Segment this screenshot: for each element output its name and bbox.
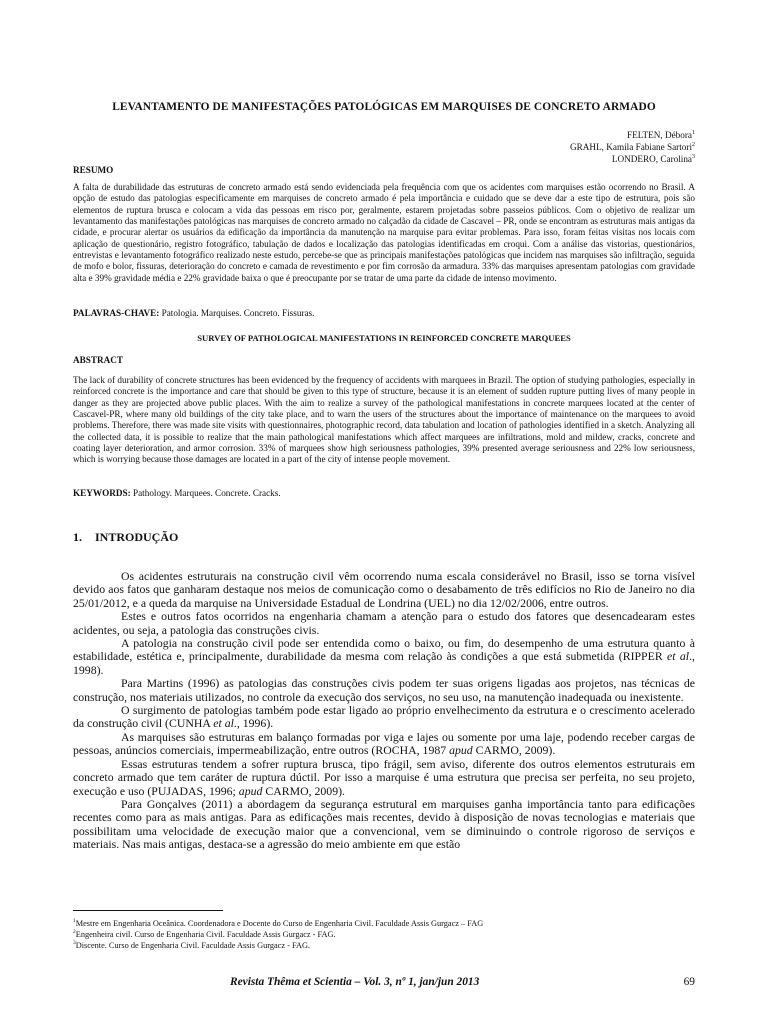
footnote-divider: [73, 910, 223, 911]
paragraph: O surgimento de patologias também pode estar ligado ao próprio envelhecimento da estrutura e o crescimento acelerado da construção civil (CUNHA et al., 1996).: [73, 703, 695, 731]
paragraph: As marquises são estruturas em balanço formadas por viga e lajes ou somente por uma laje, podendo receber cargas de pessoas, anúncios comerciais, impermeabilização, entre outros (ROCHA, 1987 apud CARMO, 2009).: [73, 729, 695, 758]
keywords: [73, 488, 695, 499]
paragraph: A patologia na construção civil pode ser entendida como o baixo, ou fim, do desempenho de uma estrutura quanto à estabilidade, estética e, principalmente, durabilidade da mesma com relação às condições a que está submetida (RIPPER et al., 1998).: [73, 636, 695, 677]
author-3: LONDERO, Carolina$^3$: [611, 153, 695, 164]
paragraph: Para Martins (1996) as patologias das construções civis podem ter suas origens ligadas aos projetos, nas técnicas de construção, nos materiais utilizados, no controle da execução dos serviços, no seu uso, na manutenção inadequada ou inexistente.: [73, 676, 695, 704]
resumo-heading: RESUMO: [73, 165, 114, 175]
introduction-body: [73, 570, 695, 852]
section-title: INTRODUÇÃO: [95, 530, 179, 544]
palavras-chave-text: Patologia. Marquises. Concreto. Fissuras.: [159, 308, 315, 318]
author-2: GRAHL, Kamila Fabiane Sartori$^2$: [570, 141, 695, 152]
author-1: FELTEN, Débora$^1$: [627, 129, 695, 140]
section-heading: [73, 530, 178, 545]
abstract-heading: ABSTRACT: [73, 355, 124, 365]
palavras-chave-label: PALAVRAS-CHAVE:: [73, 308, 160, 318]
journal-citation: Revista Thêma et Scientia – Vol. 3, nº 1, jan/jun 2013: [230, 976, 480, 988]
resumo-text: A falta de durabilidade das estruturas de concreto armado está sendo evidenciada pela frequência com que os acidentes com marquises estão ocorrendo no Brasil. A opção de estudo das patologias especificamente em marquises de concreto armado é pela importância e cuidado que se deve dar a este tipo de estrutura, pois são elementos de ruptura brusca e colocam a vida das pessoas em risco por, geralmente, estarem projetadas sobre passeios públicos. Com o objetivo de realizar um levantamento das manifestações patológicas nas marquises de concreto armado no calçadão da cidade de Cascavel – PR, onde se encontram as estruturas mais antigas da cidade, e procurar alertar os usuários da edificação da importância da manutenção na marquise para evitar problemas. Para isso, foram feitas visitas nos locais com aplicação de questionário, registro fotográfico, tabulação de dados e localização das patologias identificadas em croqui. Com a análise das vistorias, questionários, entrevistas e levantamento fotográfico realizado neste estudo, percebe-se que as principais manifestações patológicas que incidem nas marquises são infiltração, seguida de mofo e bolor, fissuras, deterioração do concreto e camada de revestimento e por fim corrosão da armadura. 33% das marquises apresentam patologias com gravidade alta e 39% gravidade média e 22% gravidade baixa o que é preocupante por se tratar de uma parte da cidade de intenso movimento.: [73, 182, 695, 283]
author-list: [570, 129, 695, 165]
keywords-text: Pathology. Marquees. Concrete. Cracks.: [130, 488, 281, 498]
keywords-label: KEYWORDS:: [73, 488, 131, 498]
paragraph: Essas estruturas tendem a sofrer ruptura brusca, tipo frágil, sem aviso, diferente dos outros elementos estruturais em concreto armado que tem caráter de ruptura dúctil. Por isso a marquise é uma estrutura que precisa ser perfeita, no seu projeto, execução e uso (PUJADAS, 1996; apud CARMO, 2009).: [73, 756, 695, 798]
paragraph: Os acidentes estruturais na construção civil vêm ocorrendo numa escala considerável no Brasil, isso se torna visível devido aos fatos que ganharam destaque nos meios de comunicação como o desabamento de três edifícios no Rio de Janeiro no dia 25/01/2012, e a queda da marquise na Universidade Estadual de Londrina (UEL) no dia 12/02/2006, entre outros.: [73, 569, 695, 610]
section-number: 1.: [73, 530, 82, 544]
palavras-chave: [73, 308, 695, 319]
paper-title: LEVANTAMENTO DE MANIFESTAÇÕES PATOLÓGICAS EM MARQUISES DE CONCRETO ARMADO: [112, 101, 656, 113]
page-number: 69: [683, 976, 695, 988]
abstract-text: The lack of durability of concrete structures has been evidenced by the frequency of accidents with marquees in Brazil. The option of studying pathologies, especially in reinforced concrete is the importance and care that should be given to this type of structure, because it is an element of sudden rupture putting lives of many people in danger as they are projected above public places. With the aim to realize a survey of the pathological manifestations in concrete marquees located at the center of Cascavel-PR, where many old buildings of the city take place, and to warn the users of the structures about the importance of maintenance on the marquees to avoid problems. Therefore, there was made site visits with questionnaires, photographic record, data tabulation and location of pathologies identified in a sketch. Analyzing all the collected data, it is possible to realize that the main pathological manifestations which affect marquees are infiltrations, mold and mildew, cracks, concrete and coating layer deterioration, and armor corrosion. 33% of marquees show high seriousness pathologies, 39% presented average seriousness and 22% low seriousness, which is worrying because those damages are located in a part of the city of intense people movement.: [73, 375, 695, 465]
paragraph: Para Gonçalves (2011) a abordagem da segurança estrutural em marquises ganha importância tanto para edificações recentes como para as mais antigas. Para as edificações mais recentes, devido à disposição de novas tecnologias e materiais que possibilitam uma velocidade de execução maior que a convencional, vem se diminuindo o controle rigoroso de serviços e materiais. Nas mais antigas, destaca-se a agressão do meio ambiente em que estão: [73, 796, 695, 852]
footnote-1: $^1$Mestre em Engenharia Oceânica. Coordenadora e Docente do Curso de Engenharia Civil. Faculdade Assis Gurgacz – FAG: [73, 918, 484, 928]
paragraph: Estes e outros fatos ocorridos na engenharia chamam a atenção para o estudo dos fatores que desencadearam estes acidentes, ou seja, a patologia das construções civis.: [73, 609, 695, 637]
footnote-3: $^3$Discente. Curso de Engenharia Civil. Faculdade Assis Gurgacz - FAG.: [73, 940, 311, 950]
english-title: SURVEY OF PATHOLOGICAL MANIFESTATIONS IN REINFORCED CONCRETE MARQUEES: [197, 333, 571, 343]
footnote-2: $^2$Engenheira civil. Curso de Engenharia Civil. Faculdade Assis Gurgacz - FAG.: [73, 929, 336, 939]
footnotes: [73, 918, 695, 951]
